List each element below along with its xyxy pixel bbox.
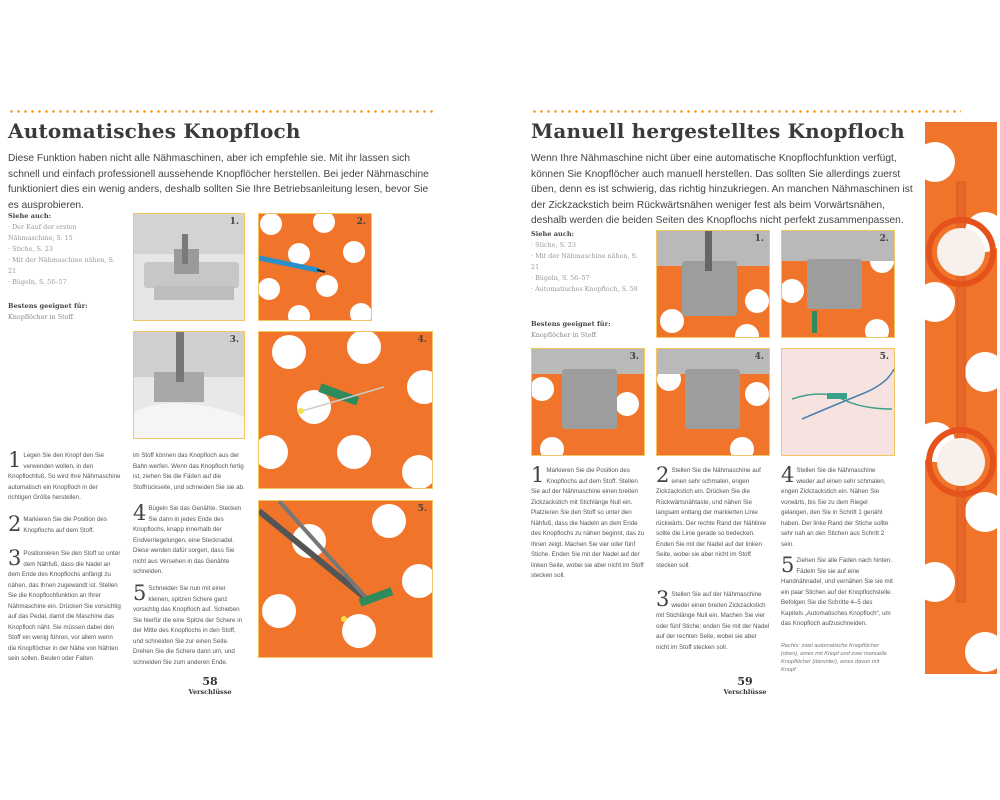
photo-number: 3. [229,335,239,345]
step-text: im Stoff können das Knopfloch aus der Bahn werfen. Wenn das Knopfloch fertig ist, ziehen Sie die Fäden auf die Stoffrückseite, und schneiden Sie sie ab. [133,452,245,491]
photo-caption: Rechts: zwei automatische Knopflöcher (oben), eines mit Knopf und zwei manuelle Knopflöcher (darunter), eines davon mit Knopf [781,643,887,673]
page-number: 58 [202,675,218,688]
see-also-list [8,222,120,288]
step-number: 5 [133,581,147,605]
photo-number: 1. [229,217,239,227]
see-also-item[interactable]: · Automatisches Knopfloch, S. 58 [531,285,638,293]
step-4 [781,463,895,550]
fabric-pins-illustration [259,332,433,489]
step-3-continued [133,451,247,493]
step-number: 4 [133,501,147,525]
step-text: Stellen Sie die Nähmaschine wieder auf einen sehr schmalen, engen Zickzackstich ein. Nähen Sie vorwärts, bis Sie zu dem Riegel gelangen, den Sie in Schritt 1 genäht haben. Der linke Rand der Stiche sollte sehr nah an den Stichen aus Schritt 2 sein. [781,467,889,548]
step-text: Legen Sie den Knopf den Sie verwenden wollen, in den Knopflochfuß. So wird Ihre Nähmaschine automatisch ein Knopfloch in der richtigen Größe herstellen. [8,452,121,501]
step-number: 2 [8,512,22,536]
page-number-left [180,675,240,696]
scissors-illustration [259,501,433,658]
right-page-title: Manuell hergestelltes Knopfloch [531,119,905,143]
see-also-item[interactable]: · Mit der Nähmaschine nähen, S. 21 [531,252,638,271]
buttons-on-fabric-illustration [925,122,997,674]
see-also-item[interactable]: · Bügeln, S. 56–57 [531,274,590,282]
step-text: Ziehen Sie alle Fäden nach hinten. Fädeln Sie sie auf eine Handnähnadel, und vernähen Sie sie mit ein paar Stichen auf der Knopflochstelle. Befolgen Sie die Schritte 4–5 des Kapitels „Automatisches Knopfloch“, um das Knopfloch aufzuschneiden. [781,557,893,627]
see-also-item[interactable]: · Stiche, S. 23 [8,245,53,253]
step-3 [656,587,770,653]
see-also-label: Siehe auch: [8,212,52,220]
step-2 [8,512,122,536]
see-also-item[interactable]: · Bügeln, S. 56–57 [8,278,67,286]
best-for-text: Knopflöcher in Stoff [531,331,597,339]
photo-number: 5. [417,504,427,514]
step-5 [133,581,247,668]
machine-on-fabric-illustration [657,231,770,338]
photo-step-4 [258,331,433,489]
step-text: Bügeln Sie das Genähte. Stecken Sie dann in jedes Ende des Knopflochs, knapp innerhalb der Endverriegelungen, eine Stecknadel. Diese werden dafür sorgen, dass Sie nicht aus Versehen in das Genähte schneiden. [133,505,242,575]
fabric-pen-illustration [259,214,372,321]
photo-number: 4. [754,352,764,362]
step-number: 3 [8,546,22,570]
photo-number: 5. [879,352,889,362]
step-3 [8,546,122,665]
machine-on-fabric-illustration [532,349,645,456]
photo-step-1 [656,230,770,338]
step-number: 4 [781,463,795,487]
step-1 [8,448,122,504]
step-text: Stellen Sie die Nähmaschine auf einen sehr schmalen, engen Zickzackstich ein. Drücken Sie die Rückwärtsnähtaste, und nähen Sie langsam entlang der markierten Linie rückwärts. Der rechte Rand der Nählinie sollte die Linie gerade so bedecken. Enden Sie mit der Nadel auf der linken Seite, wobei sie aber nicht im Stoff stecken soll. [656,467,767,569]
best-for-text: Knopflöcher in Stoff [8,313,74,321]
photo-number: 1. [754,234,764,244]
photo-step-3 [531,348,645,456]
photo-step-3 [133,331,245,439]
see-also-list [531,240,643,295]
photo-step-4 [656,348,770,456]
machine-on-fabric-illustration [782,231,895,338]
best-for-label: Bestens geeignet für: [8,302,88,310]
left-page-title: Automatisches Knopfloch [8,119,301,143]
step-number: 1 [531,463,545,487]
step-text: Markieren Sie die Position des Knopflochs auf dem Stoff. [23,516,107,534]
photo-step-5 [781,348,895,456]
see-also-label: Siehe auch: [531,230,575,238]
step-5 [781,553,895,630]
side-photo-buttonholes [925,122,997,674]
step-text: Positionieren Sie den Stoff so unter dem Nähfuß, dass die Nadel an dem Ende des Knopflochs anfängt zu nähen, das Ihnen zugewandt ist. Stellen Sie die Knopflochfunktion an Ihrer Nähmaschine ein. Drücken Sie vorsichtig auf das Pedal, damit die Maschine das Knopfloch näht. Sie müssen dabei den Stoff ein wenig führen, vor allem wenn die Knopflöcher in der Nähe von Nähten sein sollen. Beulen oder Falten [8,550,121,662]
step-number: 3 [656,587,670,611]
photo-number: 2. [879,234,889,244]
step-text: Stellen Sie auf der Nähmaschine wieder einen breiten Zickzackstich mit Stichlänge Null ein. Machen Sie vier oder fünf Stiche; enden Sie mit der Nadel auf der rechten Seite, wobei sie aber nicht im Stoff stecken soll. [656,591,770,651]
threads-illustration [782,349,895,456]
dotted-rule-left [8,110,433,113]
step-number: 5 [781,553,795,577]
step-2 [656,463,770,571]
step-4 [133,501,247,578]
step-number: 1 [8,448,22,472]
photo-step-5 [258,500,433,658]
photo-number: 4. [417,335,427,345]
machine-foot-illustration [134,214,245,321]
page-number-right [715,675,775,696]
section-name: Verschlüsse [723,688,767,696]
see-also-item[interactable]: · Mit der Nähmaschine nähen, S. 21 [8,256,115,275]
photo-number: 3. [629,352,639,362]
step-1 [531,463,645,582]
photo-step-1 [133,213,245,321]
left-intro: Diese Funktion haben nicht alle Nähmaschinen, aber ich empfehle sie. Mit ihr lassen sich schnell und einfach professionell aussehende Knopflöcher herstellen. Bei jeder Nähmaschine funktioniert dies ein wenig anders, deshalb sollten Sie Ihre Betriebsanleitung lesen, bevor Sie es ausprobieren. [8,153,429,211]
dotted-rule-right [531,110,961,113]
photo-step-2 [781,230,895,338]
step-text: Schneiden Sie nun mit einer kleinen, spitzen Schere ganz vorsichtig das Knopfloch auf. Schieben Sie hierfür die eine Spitze der Schere in der Mitte des Knopflochs in den Stoff, und schneiden Sie zur einen Seite. Drehen Sie die Schere dann um, und schneiden Sie zum anderen Ende. [133,585,243,666]
photo-step-2 [258,213,372,321]
sewing-illustration [134,332,245,439]
best-for-label: Bestens geeignet für: [531,320,611,328]
section-name: Verschlüsse [188,688,232,696]
right-intro: Wenn Ihre Nähmaschine nicht über eine automatische Knopflochfunktion verfügt, können Sie Knopflöcher auch manuell herstellen. Das sollten Sie allerdings zuerst üben, denn es ist schwierig, das richtig hinzukriegen. An manchen Nähmaschinen ist der Zickzackstich beim Rückwärtsnähen weniger fest als beim Vorwärtsnähen, deshalb werden die beiden Seiten des Knopflochs nicht perfekt zusammenpassen. [531,153,913,227]
step-text: Markieren Sie die Position des Knopflochs auf dem Stoff. Stellen Sie auf der Nähmaschine einen breiten Zickzackstich mit Stichlänge Null ein. Platzieren Sie den Stoff so unter den Nähfuß, dass die Nadeln an dem Ende des Knopflochs zu nähen beginnt, das zu Ihnen zeigt. Machen Sie vier oder fünf Stiche. Enden Sie mit der Nadel auf der linken Seite, wobei sie aber nicht im Stoff stecken soll. [531,467,645,579]
step-number: 2 [656,463,670,487]
machine-on-fabric-illustration [657,349,770,456]
photo-number: 2. [356,217,366,227]
page-number: 59 [737,675,753,688]
see-also-item[interactable]: · Stiche, S. 23 [531,241,576,249]
see-also-item[interactable]: · Der Kauf der ersten Nähmaschine, S. 15 [8,223,77,242]
